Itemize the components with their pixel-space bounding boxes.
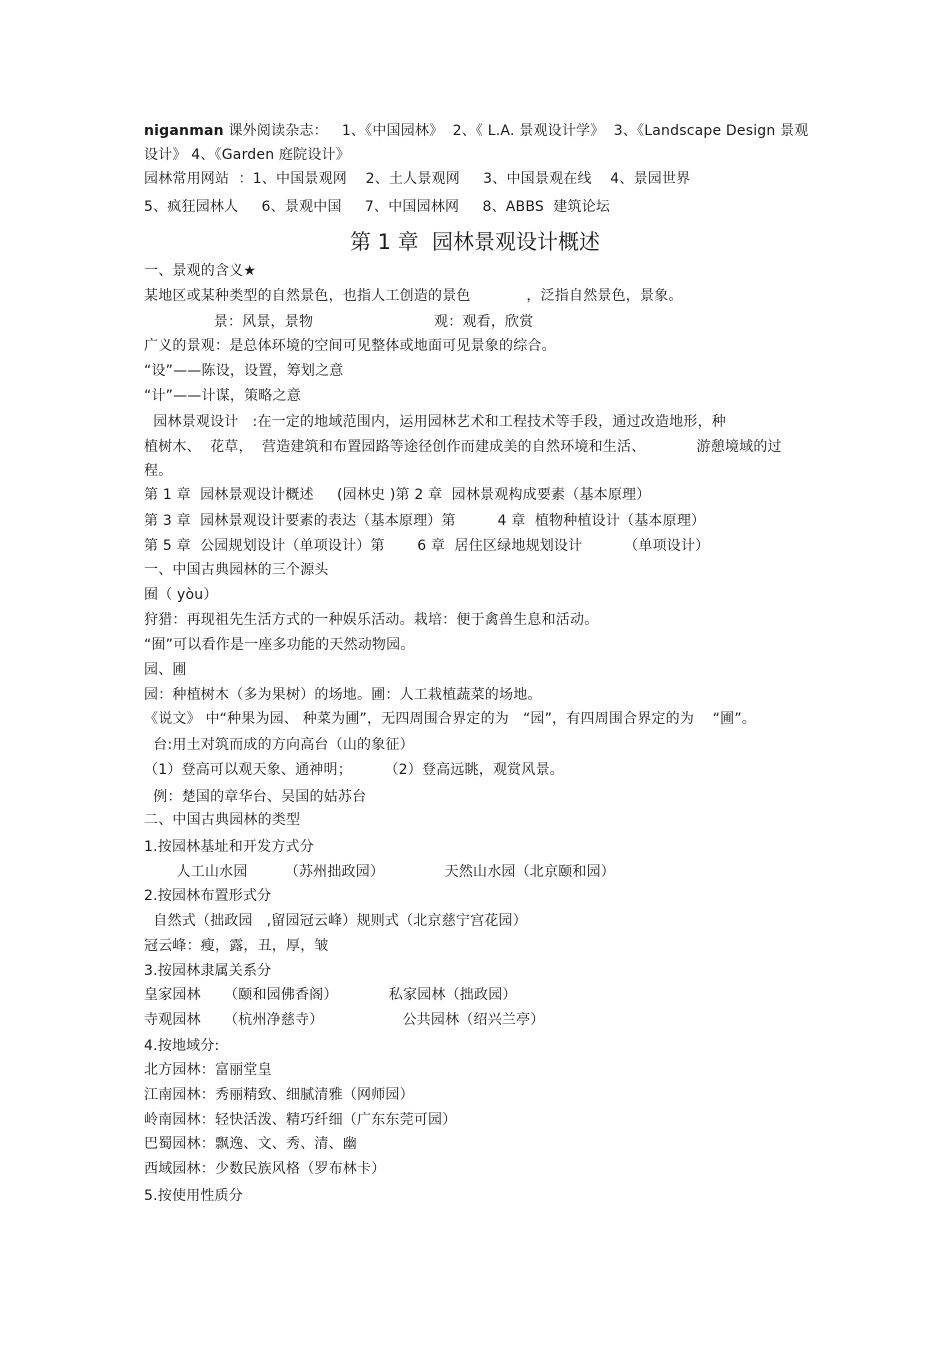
text-line-l24: 1.按园林基址和开发方式分 [144,839,314,855]
text-line-l33: 北方园林：富丽堂皇 [144,1062,272,1078]
text-line-l29: 3.按园林隶属关系分 [144,963,272,979]
text-line-l27: 自然式（拙政园 ,留园冠云峰）规则式（北京慈宁宫花园） [144,913,527,929]
text-line-l03: 景：风景，景物 观：观看，欣赏 [144,314,534,330]
text-line-l26: 2.按园林布置形式分 [144,888,272,904]
text-line-l08: 植树木、 花草， 营造建筑和布置园路等途径创作而建成美的自然环境和生活、 游憩境域的过 [144,439,782,455]
text-line-l36: 巴蜀园林：飘逸、文、秀、清、幽 [144,1136,357,1152]
text-line-l02: 某地区或某种类型的自然景色，也指人工创造的景色 ，泛指自然景色，景象。 [144,288,683,304]
text-line-l28: 冠云峰：瘦，露，丑，厚，皱 [144,938,329,954]
text-line-l10: 第 1 章 园林景观设计概述 (园林史 )第 2 章 园林景观构成要素（基本原理） [144,487,651,503]
website-list-1: 园林常用网站 ：1、中国景观网 2、土人景观网 3、中国景观在线 4、景园世界 [144,171,691,187]
text-line-l35: 岭南园林：轻快活泼、精巧纤细（广东东莞可园） [144,1112,457,1128]
text-line-l18: 园：种植树木（多为果树）的场地。圃：人工栽植蔬菜的场地。 [144,687,542,703]
magazine-list: 课外阅读杂志： 1、《中国园林》 2、《 L.A. 景观设计学》 3、《Landscape Design 景观 [223,123,809,139]
text-line-l15: 狩猎：再现祖先生活方式的一种娱乐活动。栽培：便于禽兽生息和活动。 [144,612,599,628]
magazine-list-continued: 设计》 4、《Garden 庭院设计》 [144,147,350,163]
text-line-l34: 江南园林：秀丽精致、细腻清雅（网师园） [144,1087,414,1103]
text-line-l14: 囿（ yòu） [144,587,218,603]
text-line-l22: 例：楚国的章华台、吴国的姑苏台 [144,789,367,805]
author-name: niganman [144,123,224,139]
text-line-l20: 台:用土对筑而成的方向高台（山的象征） [144,737,414,753]
text-line-l12: 第 5 章 公园规划设计（单项设计）第 6 章 居住区绿地规划设计 （单项设计） [144,538,710,554]
text-line-l38: 5.按使用性质分 [144,1188,243,1204]
text-line-l11: 第 3 章 园林景观设计要素的表达（基本原理）第 4 章 植物种植设计（基本原理） [144,513,706,529]
text-line-l25: 人工山水园 （苏州拙政园） 天然山水园（北京颐和园） [144,864,616,880]
text-line-l06: “计”——计谋，策略之意 [144,388,301,404]
text-line-l32: 4.按地域分: [144,1038,220,1054]
text-line-l01: 一、景观的含义★ [144,263,257,279]
text-line-l30: 皇家园林 （颐和园佛香阁） 私家园林（拙政园） [144,987,517,1003]
text-line-l05: “设”——陈设，设置，筹划之意 [144,363,344,379]
chapter-title: 第 1 章 园林景观设计概述 [349,230,601,254]
text-line-l07: 园林景观设计 :在一定的地域范围内，运用园林艺术和工程技术等手段，通过改造地形，种 [144,414,726,430]
text-line-l09: 程。 [144,463,173,479]
text-line-l23: 二、中国古典园林的类型 [144,812,301,828]
text-line-l31: 寺观园林 （杭州净慈寺） 公共园林（绍兴兰亭） [144,1012,545,1028]
text-line-l13: 一、中国古典园林的三个源头 [144,562,329,578]
text-line-l21: （1）登高可以观天象、通神明； （2）登高远眺，观赏风景。 [144,762,564,778]
text-line-l04: 广义的景观：是总体环境的空间可见整体或地面可见景象的综合。 [144,338,556,354]
text-line-l37: 西域园林：少数民族风格（罗布林卡） [144,1161,386,1177]
text-line-l17: 园、圃 [144,662,187,678]
text-line-l19: 《说文》 中“种果为园、 种菜为圃”，无四周围合界定的为 “园”，有四周围合界定的为 “圃”。 [144,711,756,727]
reading-list-line [144,122,809,140]
text-line-l16: “囿”可以看作是一座多功能的天然动物园。 [144,637,415,653]
website-list-2: 5、疯狂园林人 6、景观中国 7、中国园林网 8、ABBS 建筑论坛 [144,199,611,215]
